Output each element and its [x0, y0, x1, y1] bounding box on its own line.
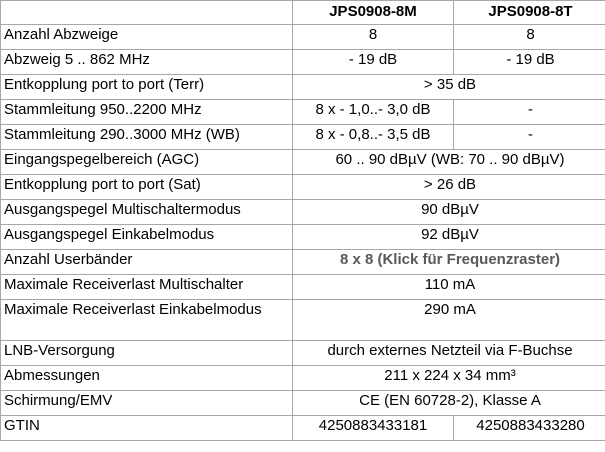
row-label: Anzahl Userbänder [1, 250, 293, 275]
row-label: Ausgangspegel Multischaltermodus [1, 200, 293, 225]
value-shared: 211 x 224 x 34 mm³ [293, 366, 605, 391]
header-row [1, 1, 605, 25]
row-label: Eingangspegelbereich (AGC) [1, 150, 293, 175]
value-shared: > 26 dB [293, 175, 605, 200]
row-label: Abzweig 5 .. 862 MHz [1, 50, 293, 75]
row-label: GTIN [1, 416, 293, 441]
table-row [1, 300, 605, 341]
value-shared: 290 mA [293, 300, 605, 341]
table-row [1, 341, 605, 366]
value-shared: durch externes Netzteil via F-Buchse [293, 341, 605, 366]
header-model-8m: JPS0908-8M [293, 1, 454, 25]
row-label: Entkopplung port to port (Terr) [1, 75, 293, 100]
row-label: Maximale Receiverlast Multischalter [1, 275, 293, 300]
row-label: Abmessungen [1, 366, 293, 391]
table-row [1, 391, 605, 416]
value-8m: 8 x - 0,8..- 3,5 dB [293, 125, 454, 150]
value-shared: 110 mA [293, 275, 605, 300]
table-row [1, 150, 605, 175]
table-row [1, 225, 605, 250]
row-label: Anzahl Abzweige [1, 25, 293, 50]
value-shared: 92 dBµV [293, 225, 605, 250]
row-label: Stammleitung 950..2200 MHz [1, 100, 293, 125]
value-8t: - [454, 125, 605, 150]
table-row [1, 75, 605, 100]
row-label: Ausgangspegel Einkabelmodus [1, 225, 293, 250]
value-shared: > 35 dB [293, 75, 605, 100]
row-label: LNB-Versorgung [1, 341, 293, 366]
value-8m: 8 x - 1,0..- 3,0 dB [293, 100, 454, 125]
value-8m: 4250883433181 [293, 416, 454, 441]
table-row [1, 50, 605, 75]
frequency-raster-link[interactable]: 8 x 8 (Klick für Frequenzraster) [293, 250, 605, 275]
header-empty-cell [1, 1, 293, 25]
row-label: Entkopplung port to port (Sat) [1, 175, 293, 200]
row-label: Maximale Receiverlast Einkabelmodus [1, 300, 293, 341]
row-label: Schirmung/EMV [1, 391, 293, 416]
value-8t: 4250883433280 [454, 416, 605, 441]
table-row [1, 275, 605, 300]
value-8t: - [454, 100, 605, 125]
table-row [1, 125, 605, 150]
table-row [1, 175, 605, 200]
table-row [1, 366, 605, 391]
value-8t: 8 [454, 25, 605, 50]
value-shared: 60 .. 90 dBµV (WB: 70 .. 90 dBµV) [293, 150, 605, 175]
table-row [1, 100, 605, 125]
row-label: Stammleitung 290..3000 MHz (WB) [1, 125, 293, 150]
value-8t: - 19 dB [454, 50, 605, 75]
value-shared: 90 dBµV [293, 200, 605, 225]
value-8m: - 19 dB [293, 50, 454, 75]
table-row [1, 200, 605, 225]
table-row [1, 25, 605, 50]
table-row [1, 416, 605, 441]
table-row [1, 250, 605, 275]
value-shared: CE (EN 60728-2), Klasse A [293, 391, 605, 416]
header-model-8t: JPS0908-8T [454, 1, 605, 25]
value-8m: 8 [293, 25, 454, 50]
